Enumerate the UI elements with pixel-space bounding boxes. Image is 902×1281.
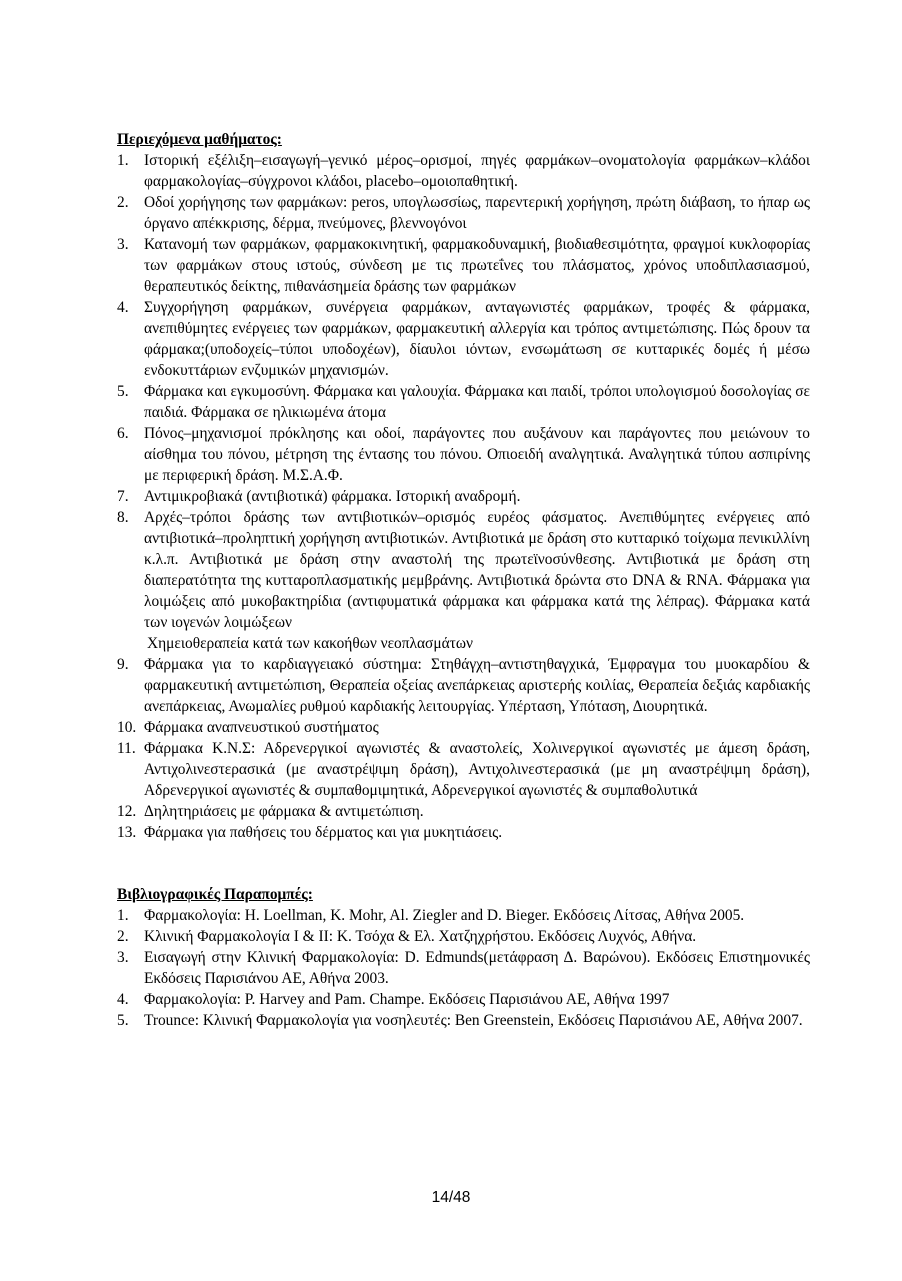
item-text: Πόνος–μηχανισμοί πρόκλησης και οδοί, παράγοντες που αυξάνουν και παράγοντες που μειώνουν το αίσθημα του πόνου, μέτρηση της έντασης του πόνου. Οπιοειδή αναλγητικά. Αναλγητικά τύπου ασπιρίνης με περιφερική δράση. Μ.Σ.Α.Φ. — [144, 425, 810, 484]
list-item — [117, 905, 810, 926]
item-text: Φαρμακολογία: P. Harvey and Pam. Champe. Εκδόσεις Παρισιάνου ΑΕ, Αθήνα 1997 — [144, 991, 670, 1008]
item-number: 13. — [117, 824, 137, 841]
item-number: 10. — [117, 719, 137, 736]
item-text: Κατανομή των φαρμάκων, φαρμακοκινητική, φαρμακοδυναμική, βιοδιαθεσιμότητα, φραγμοί κυκλοφορίας των φαρμάκων στους ιστούς, σύνδεση με τις πρωτεΐνες του πλάσματος, χρόνος υποδιπλασιασμού, θεραπευτικός δείκτης, πιθανάσημεία δράσης των φαρμάκων — [144, 236, 810, 295]
item-text: Συγχορήγηση φαρμάκων, συνέργεια φαρμάκων, ανταγωνιστές φαρμάκων, τροφές & φάρμακα, ανεπιθύμητες ενέργειες των φαρμάκων, φαρμακευτική αλλεργία και τρόπος αντιμετώπισης. Πώς δρουν τα φάρμακα;(υποδοχείς–τύποι υποδοχέων), δίαυλοι ιόντων, ενσωμάτωση σε κυτταρικές δομές ή μέσω ενδοκυττάριων ενζυμικών μηχανισμών. — [144, 299, 810, 379]
item-number: 7. — [117, 488, 129, 505]
list-item — [117, 801, 810, 822]
item-text: Φάρμακα για παθήσεις του δέρματος και για μυκητιάσεις. — [144, 824, 503, 841]
list-item — [117, 192, 810, 234]
document-page — [117, 129, 810, 1031]
item-number: 3. — [117, 236, 129, 253]
item-number: 1. — [117, 907, 129, 924]
page-number: 14/48 — [431, 1189, 471, 1206]
item-text: Ιστορική εξέλιξη–εισαγωγή–γενικό μέρος–ορισμοί, πηγές φαρμάκων–ονοματολογία φαρμάκων–κλάδοι φαρμακολογίας–σύγχρονοι κλάδοι, placebo–ομοιοπαθητική. — [144, 152, 810, 190]
list-item — [117, 507, 810, 654]
item-number: 1. — [117, 152, 129, 169]
list-item — [117, 926, 810, 947]
item-text: Εισαγωγή στην Κλινική Φαρμακολογία: D. Edmunds(μετάφραση Δ. Βαρώνου). Εκδόσεις Επιστημονικές Εκδόσεις Παρισιάνου ΑΕ, Αθήνα 2003. — [144, 949, 810, 987]
item-text: Φάρμακα αναπνευστικού συστήματος — [144, 719, 379, 736]
item-number: 3. — [117, 949, 129, 966]
item-text: Αντιμικροβιακά (αντιβιοτικά) φάρμακα. Ιστορική αναδρομή. — [144, 488, 521, 505]
item-subline: Χημειοθεραπεία κατά των κακοήθων νεοπλασμάτων — [147, 635, 473, 652]
list-item — [117, 822, 810, 843]
item-number: 4. — [117, 991, 129, 1008]
item-text: Κλινική Φαρμακολογία I & II: Κ. Τσόχα & Ελ. Χατζηχρήστου. Εκδόσεις Λυχνός, Αθήνα. — [144, 928, 697, 945]
item-number: 2. — [117, 194, 129, 211]
item-text: Φάρμακα και εγκυμοσύνη. Φάρμακα και γαλουχία. Φάρμακα και παιδί, τρόποι υπολογισμού δοσολογίας σε παιδιά. Φάρμακα σε ηλικιωμένα άτομα — [144, 383, 810, 421]
item-number: 9. — [117, 656, 129, 673]
item-number: 8. — [117, 509, 129, 526]
item-number: 2. — [117, 928, 129, 945]
contents-title: Περιεχόμενα μαθήματος: — [117, 131, 282, 148]
list-item — [117, 654, 810, 717]
list-item — [117, 486, 810, 507]
item-text: Φάρμακα για το καρδιαγγειακό σύστημα: Στηθάγχη–αντιστηθαγχικά, Έμφραγμα του μυοκαρδίου & φαρμακευτική αντιμετώπιση, Θεραπεία οξείας ανεπάρκειας αριστερής κοιλίας, Θεραπεία δεξιάς καρδιακής ανεπάρκειας, Ανωμαλίες ρυθμού καρδιακής λειτουργίας. Υπέρταση, Υπόταση, Διουρητικά. — [144, 656, 810, 715]
list-item — [117, 423, 810, 486]
contents-list — [117, 150, 810, 843]
item-number: 5. — [117, 383, 129, 400]
item-number: 12. — [117, 803, 137, 820]
item-text: Αρχές–τρόποι δράσης των αντιβιοτικών–ορισμός ευρέος φάσματος. Ανεπιθύμητες ενέργειες από αντιβιοτικά–προληπτική χορήγηση αντιβιοτικών. Αντιβιοτικά με δράση στο κυτταρικό τοίχωμα πενικιλλίνη κ.λ.π. Αντιβιοτικά με δράση στην αναστολή της πρωτεϊνοσύνθεσης. Αντιβιοτικά με δράση στη διαπερατότητα της κυτταροπλασματικής μεμβράνης. Αντιβιοτικά δρώντα στο DNA & RNA. Φάρμακα για λοιμώξεις από μυκοβακτηρίδια (αντιφυματικά φάρμακα και φάρμακα κατά της λέπρας). Φάρμακα κατά των ιογενών λοιμώξεων — [144, 509, 810, 631]
list-item — [117, 297, 810, 381]
list-item — [117, 1010, 810, 1031]
item-number: 4. — [117, 299, 129, 316]
item-number: 11. — [117, 740, 136, 757]
item-text: Οδοί χορήγησης των φαρμάκων: peros, υπογλωσσίως, παρεντερική χορήγηση, πρώτη διάβαση, το ήπαρ ως όργανο απέκκρισης, δέρμα, πνεύμονες, βλεννογόνοι — [144, 194, 810, 232]
list-item — [117, 381, 810, 423]
item-text: Trounce: Κλινική Φαρμακολογία για νοσηλευτές: Ben Greenstein, Εκδόσεις Παρισιάνου ΑΕ, Αθήνα 2007. — [144, 1012, 803, 1029]
item-text: Δηλητηριάσεις με φάρμακα & αντιμετώπιση. — [144, 803, 424, 820]
section-spacer — [117, 843, 810, 884]
list-item — [117, 947, 810, 989]
references-title: Βιβλιογραφικές Παραπομπές: — [117, 886, 313, 903]
list-item — [117, 150, 810, 192]
item-text: Φάρμακα Κ.Ν.Σ: Αδρενεργικοί αγωνιστές & αναστολείς, Χολινεργικοί αγωνιστές με άμεση δράση, Αντιχολινεστερασικά (με αναστρέψιμη δράση), Αντιχολινεστερασικά (με μη αναστρέψιμη δράση), Αδρενεργικοί αγωνιστές & συμπαθομιμητικά, Αδρενεργικοί αγωνιστές & συμπαθολυτικά — [144, 740, 810, 799]
references-list — [117, 905, 810, 1031]
item-number: 6. — [117, 425, 129, 442]
list-item — [117, 738, 810, 801]
item-number: 5. — [117, 1012, 129, 1029]
list-item — [117, 717, 810, 738]
list-item — [117, 234, 810, 297]
list-item — [117, 989, 810, 1010]
item-text: Φαρμακολογία: H. Loellman, K. Mohr, Al. Ziegler and D. Bieger. Εκδόσεις Λίτσας, Αθήνα 2005. — [144, 907, 745, 924]
